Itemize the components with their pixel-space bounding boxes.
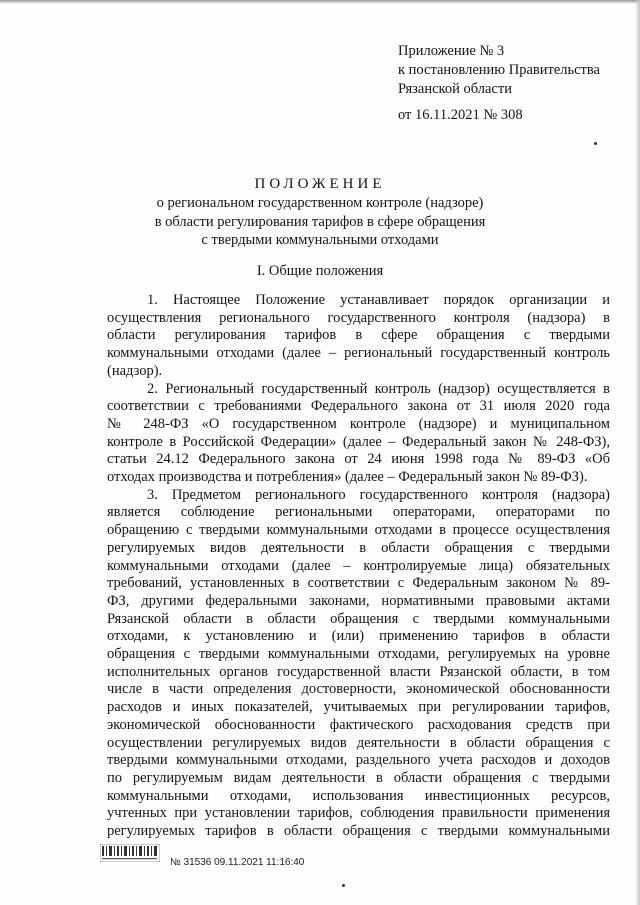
text-line: является соблюдение региональными операторами, операторами по bbox=[107, 504, 610, 521]
title-line-1: о региональном государственном контроле (надзоре) bbox=[156, 195, 484, 211]
text-line: коммунальными отходами, использования инвестиционных ресурсов, bbox=[107, 787, 610, 804]
text-line: расходов и иных показателей, учитываемых при регулировании тарифов, bbox=[107, 699, 610, 716]
text-line: учтенных при установлении тарифов, соблюдения правильности применения bbox=[107, 805, 610, 822]
text-line: осуществлении регулируемых видов деятельности в области обращения с bbox=[107, 734, 610, 751]
text-line: отходах производства и потребления» (далее – Федеральный закон № 89-ФЗ). bbox=[107, 469, 588, 486]
document-footer bbox=[100, 840, 420, 880]
text-line: статьи 24.12 Федерального закона от 24 июня 1998 года № 89-ФЗ «Об bbox=[107, 451, 610, 468]
barcode-stamp-icon bbox=[100, 844, 160, 862]
paragraph-3 bbox=[107, 487, 610, 841]
paragraph-2 bbox=[107, 381, 610, 487]
text-line: 3. Предметом регионального государственного контроля (надзора) bbox=[147, 486, 610, 503]
title-line-2: в области регулирования тарифов в сфере обращения bbox=[154, 213, 486, 230]
scan-speck bbox=[342, 884, 345, 887]
text-line: 1. Настоящее Положение устанавливает порядок организации и bbox=[147, 292, 610, 308]
registration-stamp: № 31536 09.11.2021 11:16:40 bbox=[170, 857, 305, 868]
appendix-region: Рязанской области bbox=[398, 81, 512, 97]
text-line: Рязанской области в области обращения с твердыми коммунальными bbox=[107, 610, 610, 627]
text-line: № 248-ФЗ «О государственном контроле (надзоре) и муниципальном bbox=[107, 415, 610, 432]
text-line: области регулирования тарифов в сфере обращения с твердыми bbox=[107, 327, 610, 344]
text-line: коммунальными отходами (далее – региональный государственный контроль bbox=[107, 345, 610, 362]
text-line: осуществления регионального государственного контроля (надзора) в bbox=[107, 309, 610, 326]
appendix-number: Приложение № 3 bbox=[398, 43, 505, 59]
scan-speck bbox=[594, 142, 597, 145]
text-line: регулируемых тарифов в области обращения с твердыми коммунальными bbox=[107, 823, 610, 840]
appendix-header bbox=[398, 42, 628, 125]
text-line: (надзор). bbox=[107, 362, 163, 379]
document-body bbox=[107, 292, 610, 841]
text-line: регулируемых видов деятельности в области обращения с твердыми bbox=[107, 539, 610, 556]
text-line: числе в части определения достоверности, экономической обоснованности bbox=[107, 681, 610, 698]
text-line: требований, установленных в соответствии с Федеральным законом № 89- bbox=[107, 575, 610, 592]
text-line: по регулируемым видам деятельности в области обращения с твердыми bbox=[107, 769, 610, 786]
scan-edge-right bbox=[635, 0, 640, 905]
section-heading: I. Общие положения bbox=[256, 263, 384, 279]
text-line: соответствии с требованиями Федерального закона от 31 июля 2020 года bbox=[107, 398, 610, 415]
appendix-resolution: к постановлению Правительства bbox=[398, 62, 600, 78]
text-line: ФЗ, другими федеральными законами, нормативными правовыми актами bbox=[107, 592, 610, 609]
scan-edge-top bbox=[0, 0, 640, 4]
text-line: исполнительных органов государственной власти Рязанской области, в том bbox=[107, 663, 610, 680]
title-heading: ПОЛОЖЕНИЕ bbox=[254, 176, 386, 192]
paragraph-1 bbox=[107, 292, 610, 381]
appendix-date: от 16.11.2021 № 308 bbox=[398, 107, 523, 123]
text-line: коммунальными отходами (далее – контролируемые лица) обязательных bbox=[107, 557, 610, 574]
text-line: отходами, к установлению и (или) применению тарифов в области bbox=[107, 628, 610, 645]
title-line-3: с твердыми коммунальными отходами bbox=[201, 232, 439, 248]
text-line: контроле в Российской Федерации» (далее – Федеральный закон № 248-ФЗ), bbox=[107, 433, 610, 450]
text-line: обращению с твердыми коммунальными отходами в процессе осуществления bbox=[107, 522, 610, 539]
text-line: экономической обоснованности фактического расходования средств при bbox=[107, 716, 610, 733]
text-line: 2. Региональный государственный контроль (надзор) осуществляется в bbox=[147, 380, 610, 397]
text-line: обращения с твердыми коммунальными отходами, регулируемых на уровне bbox=[107, 646, 610, 663]
document-title bbox=[0, 174, 640, 250]
text-line: твердыми коммунальными отходами, раздельного учета расходов и доходов bbox=[107, 752, 610, 769]
